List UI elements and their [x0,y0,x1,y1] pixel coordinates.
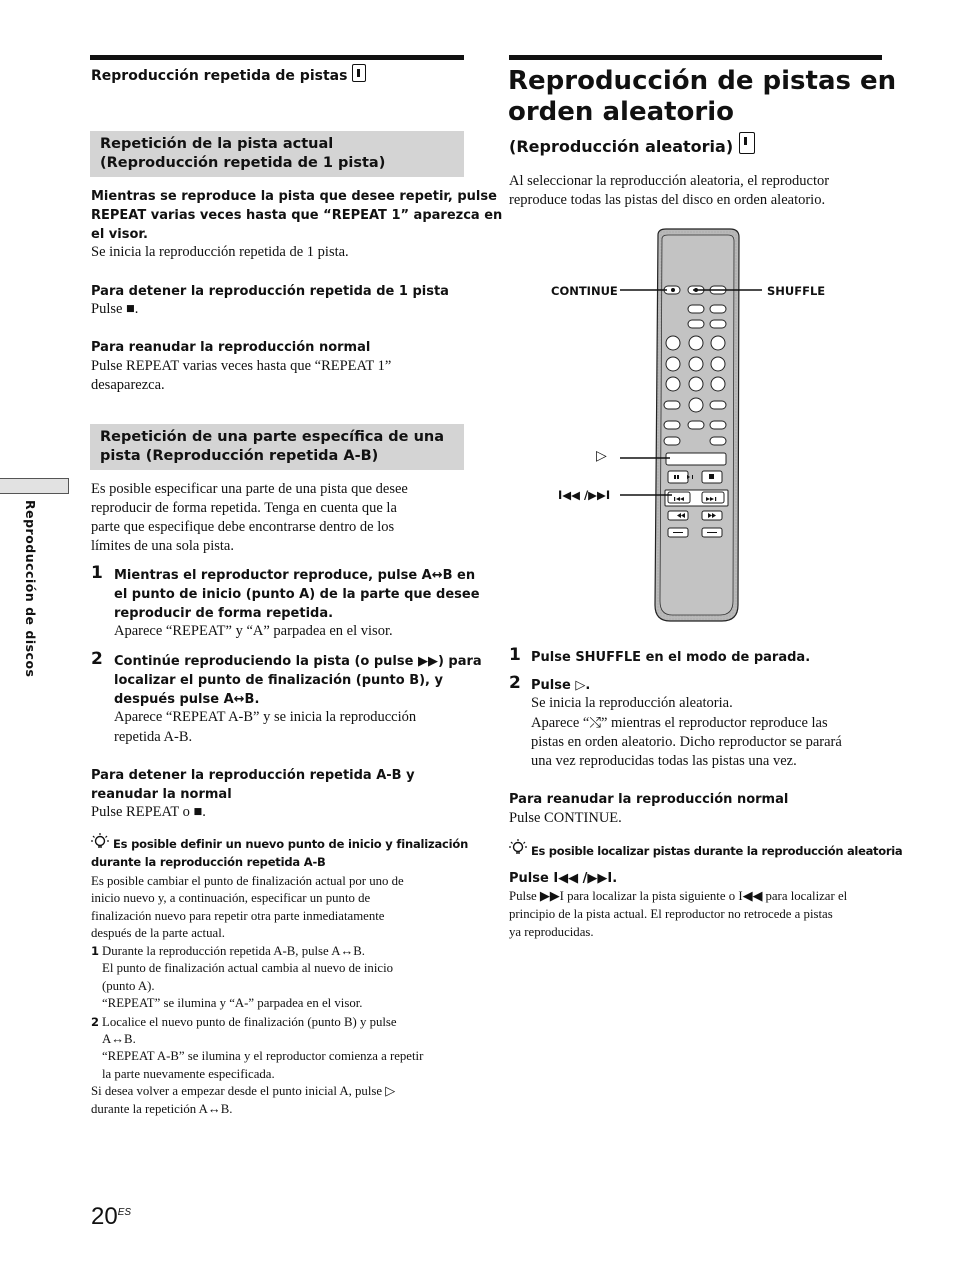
section-heading-text: Reproducción repetida de pistas [91,68,348,84]
right-intro-l2: reproduce todas las pistas del disco en orden aleatorio. [509,192,826,208]
right-step2-l4: una vez reproducidas todas las pistas una vez. [531,753,797,769]
tip-s1-l3: (punto A). [102,979,155,993]
tip-heading-l1: Es posible definir un nuevo punto de inicio y finalización [113,837,469,851]
tip-s2-l1: Localice el nuevo punto de finalización (punto B) y pulse [102,1015,397,1029]
step2-l1: Continúe reproduciendo la pista (o pulse ▶▶) para [114,654,482,669]
stopab-text: Pulse REPEAT o ■. [91,804,206,820]
right-step2-l1: Se inicia la reproducción aleatoria. [531,695,733,711]
stop1-text: Pulse ■. [91,301,139,317]
tip-l2: inicio nuevo y, a continuación, especificar un punto de [91,891,371,905]
box1-line2: (Reproducción repetida de 1 pista) [100,155,386,171]
remote-icon [739,132,755,154]
tip-l4: después de la parte actual. [91,926,225,940]
step2-l3: después pulse A↔B. [114,692,260,707]
right-tip-l1: Pulse ▶▶I para localizar la pista siguiente o I◀◀ para localizar el [509,889,848,903]
p1-bold-l1: Mientras se reproduce la pista que desee repetir, pulse [91,189,497,204]
intro-l2: reproducir de forma repetida. Tenga en cuenta que la [91,500,397,516]
remote-icon [352,64,366,82]
resume-text-l1: Pulse REPEAT varias veces hasta que “REPEAT 1” [91,358,392,374]
stop1-heading: Para detener la reproducción repetida de 1 pista [91,284,449,299]
right-intro-l1: Al seleccionar la reproducción aleatoria, el reproductor [509,173,830,189]
step2-l2: localizar el punto de finalización (punto B), y [114,673,443,688]
page-number-value: 20 [91,1203,118,1230]
page-subtitle-text: (Reproducción aleatoria) [509,137,734,156]
right-tip-l2: principio de la pista actual. El reproductor no retrocede a pistas [509,907,833,921]
resume-text-l2: desaparezca. [91,377,165,393]
page-title-l1: Reproducción de pistas en [508,66,897,96]
tip-s1-l4: “REPEAT” se ilumina y “A-” parpadea en el visor. [102,996,363,1010]
shuffle-label: SHUFFLE [767,284,826,298]
tip-s2-l4: la parte nuevamente especificada. [102,1067,275,1081]
p1-bold-l3: el visor. [91,227,148,242]
box1-line1: Repetición de la pista actual [100,136,334,152]
step1-text: Aparece “REPEAT” y “A” parpadea en el visor. [114,623,393,639]
left-top-rule [90,55,464,60]
continue-label: CONTINUE [551,284,618,298]
right-resume-text: Pulse CONTINUE. [509,810,622,826]
p1-text: Se inicia la reproducción repetida de 1 pista. [91,244,349,260]
stopab-l1: Para detener la reproducción repetida A-B y [91,768,415,783]
tip-l3: finalización nuevo para repetir otra parte inmediatamente [91,909,385,923]
right-step2-l3: pistas en orden aleatorio. Dicho reproductor se parará [531,734,842,750]
page-number [91,1203,131,1231]
step2-text-l1: Aparece “REPEAT A-B” y se inicia la reproducción [114,709,417,725]
right-resume-heading: Para reanudar la reproducción normal [509,792,789,807]
play-label: ▷ [596,449,607,464]
step1-l1: Mientras el reproductor reproduce, pulse A↔B en [114,568,476,583]
intro-l3: parte que especifique debe encontrarse dentro de los [91,519,395,535]
intro-l4: límites de una sola pista. [91,538,234,554]
right-tip-l3: ya reproducidas. [509,925,594,939]
step1-l3: reproducir de forma repetida. [114,606,334,621]
p1-bold-l2: REPEAT varias veces hasta que “REPEAT 1” aparezca en [91,208,503,223]
lightbulb-icon [90,832,110,852]
tip-l1: Es posible cambiar el punto de finalización actual por uno de [91,874,404,888]
right-step2-number: 2 [509,673,521,693]
tip-s2-l3: “REPEAT A-B” se ilumina y el reproductor comienza a repetir [102,1049,424,1063]
right-tip-pulse: Pulse I◀◀ /▶▶I. [509,871,618,886]
tip-heading-l2: durante la reproducción repetida A-B [91,855,326,869]
right-step1: Pulse SHUFFLE en el modo de parada. [531,650,811,665]
step2-number: 2 [91,649,103,669]
tip-s1-number: 1 [91,944,100,958]
box2-line1: Repetición de una parte específica de una [100,429,444,445]
step1-number: 1 [91,563,103,583]
lightbulb-icon [508,838,528,858]
skip-label: I◀◀ /▶▶I [558,488,611,502]
tip-s2-number: 2 [91,1015,100,1029]
step2-text-l2: repetida A-B. [114,729,193,745]
right-step1-number: 1 [509,645,521,665]
page-number-suffix: ES [117,1207,132,1218]
right-top-rule [509,55,882,60]
section-heading [91,64,366,86]
resume-heading: Para reanudar la reproducción normal [91,340,371,355]
stopab-l2: reanudar la normal [91,787,232,802]
sidebar-tab-marker [0,478,69,494]
page-title-l2: orden aleatorio [508,97,735,127]
right-step2-l2: Aparece “⤭” mientras el reproductor reproduce las [531,715,828,731]
page-subtitle [509,132,755,156]
right-tip-heading: Es posible localizar pistas durante la reproducción aleatoria [531,844,903,858]
box2-line2: pista (Reproducción repetida A-B) [100,448,379,464]
tip-s1-l1: Durante la reproducción repetida A-B, pulse A↔B. [102,944,365,958]
intro-l1: Es posible especificar una parte de una pista que desee [91,481,408,497]
right-step2: Pulse ▷. [531,678,591,693]
step1-l2: el punto de inicio (punto A) de la parte que desee [114,587,480,602]
tip-s2-l2: A↔B. [102,1032,136,1046]
tip-end-l1: Si desea volver a empezar desde el punto inicial A, pulse ▷ [91,1084,396,1098]
tip-s1-l2: El punto de finalización actual cambia al nuevo de inicio [102,961,394,975]
tip-end-l2: durante la repetición A↔B. [91,1102,233,1116]
sidebar-tab-label: Reproducción de discos [23,500,38,678]
